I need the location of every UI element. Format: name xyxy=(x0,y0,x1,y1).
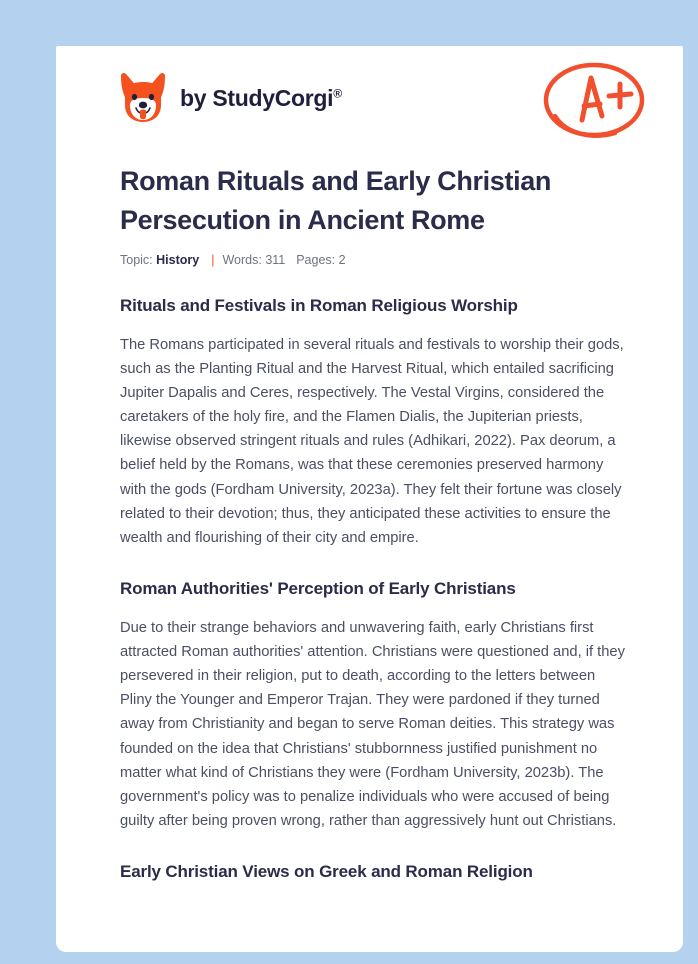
brand-name xyxy=(180,84,342,111)
meta-words-label: Words: xyxy=(222,252,262,267)
document-header xyxy=(56,46,683,156)
page-title: Roman Rituals and Early Christian Persecution in Ancient Rome xyxy=(120,166,552,236)
section-paragraph-1: The Romans participated in several rituals and festivals to worship their gods, such as the Planting Ritual and the Harvest Ritual, which entailed sacrificing Jupiter Dapalis and Ceres, respectively. The Vestal Virgins, considered the caretakers of the holy fire, and the Flamen Dialis, the Jupiterian priests, likewise observed stringent rituals and rules (Adhikari, 2022). Pax deorum, a belief held by the Romans, was that these ceremonies preserved harmony with the gods (Fordham University, 2023a). They felt their fortune was closely related to their devotion; thus, they anticipated these activities to ensure the wealth and flourishing of their city and empire. xyxy=(120,336,624,546)
section-heading-1: Rituals and Festivals in Roman Religious Worship xyxy=(120,295,518,315)
meta-pages-value: 2 xyxy=(338,252,346,267)
meta-words xyxy=(222,253,285,267)
brand-logo[interactable] xyxy=(120,72,342,124)
meta-pages xyxy=(296,253,345,267)
meta-words-value: 311 xyxy=(265,252,286,267)
document-content xyxy=(120,162,628,899)
document-meta xyxy=(120,253,628,267)
document-card xyxy=(56,46,683,952)
meta-topic xyxy=(120,253,199,267)
corgi-face-icon xyxy=(120,72,166,124)
a-plus-circled-icon xyxy=(539,54,649,146)
section-heading-3: Early Christian Views on Greek and Roman Religion xyxy=(120,861,533,881)
registered-mark-icon: ® xyxy=(333,85,342,100)
meta-separator: | xyxy=(211,252,215,267)
section-paragraph-2: Due to their strange behaviors and unwavering faith, early Christians first attracted Roman authorities' attention. Christians were questioned and, if they persevered in their religion, put to death, according to the letters between Pliny the Younger and Emperor Trajan. They were pardoned if they turned away from Christianity and began to serve Roman deities. This strategy was founded on the idea that Christians' stubbornness justified punishment no matter what kind of Christians they were (Fordham University, 2023b). The government's policy was to penalize individuals who were accused of being guilty after being proven wrong, rather than aggressively hunt out Christians. xyxy=(120,619,625,829)
meta-pages-label: Pages: xyxy=(296,252,336,267)
section-heading-2: Roman Authorities' Perception of Early Christians xyxy=(120,578,516,598)
brand-name-text: by StudyCorgi xyxy=(180,84,334,111)
meta-topic-label: Topic: xyxy=(120,252,153,267)
meta-topic-value[interactable]: History xyxy=(156,252,200,267)
